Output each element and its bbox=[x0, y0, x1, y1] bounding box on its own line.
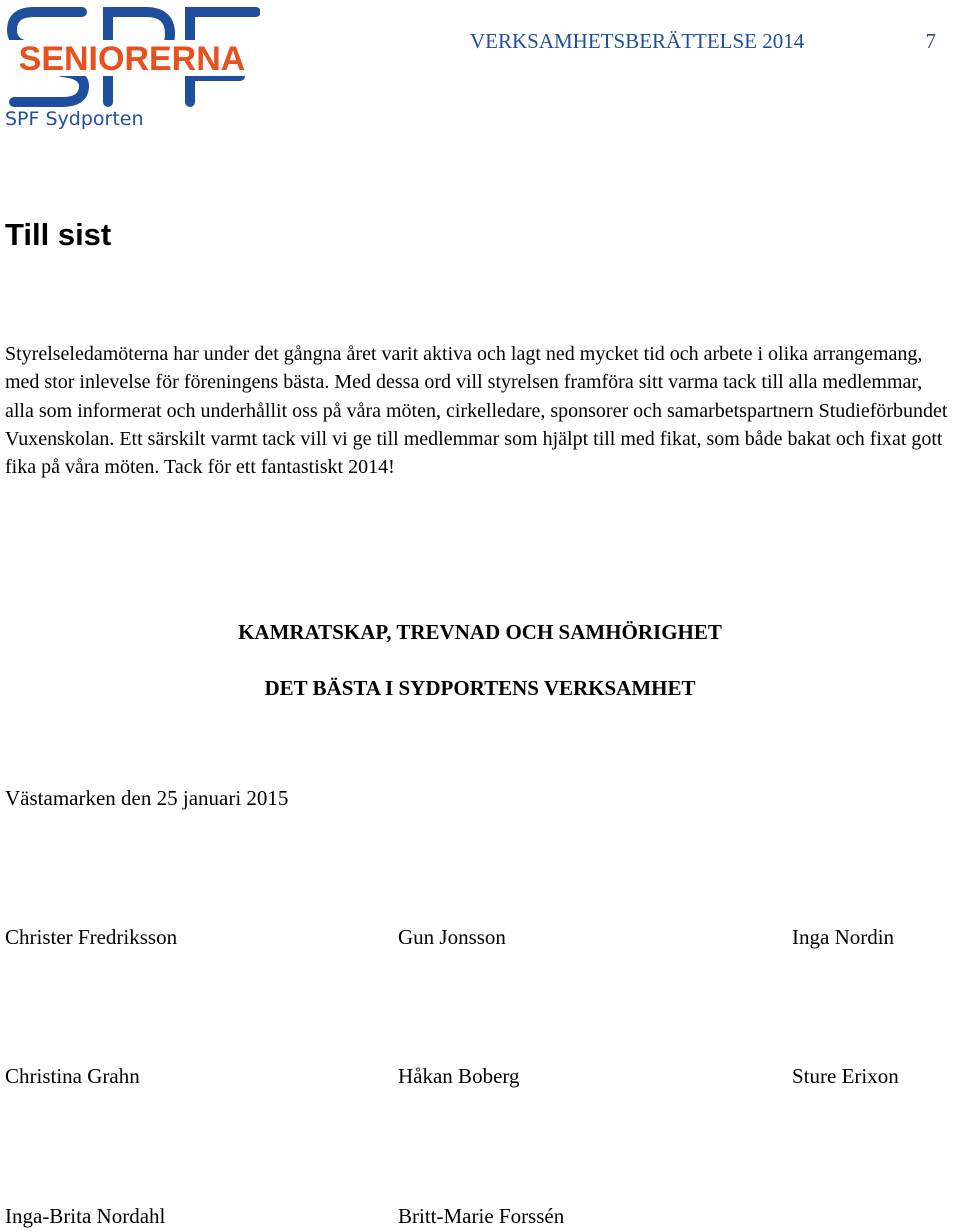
signature-name: Inga-Brita Nordahl bbox=[5, 1204, 166, 1228]
page-number: 7 bbox=[925, 29, 936, 53]
running-header bbox=[470, 29, 936, 54]
logo-seniorerna-text: SENIORERNA bbox=[18, 40, 246, 78]
document-title: VERKSAMHETSBERÄTTELSE 2014 bbox=[470, 29, 805, 53]
signature-name: Sture Erixon bbox=[792, 1064, 899, 1088]
signature-name: Gun Jonsson bbox=[398, 925, 506, 949]
signature-name: Christer Fredriksson bbox=[5, 925, 178, 949]
section-body: Styrelseledamöterna har under det gångna året varit aktiva och lagt ned mycket tid och arbete i olika arrangemang, med stor inlevelse för föreningens bästa. Med dessa ord vill styrelsen framföra sitt varma tack till alla medlemmar, alla som informerat och underhållit oss på våra möten, cirkelledare, sponsorer och samarbetspartnern Studieförbundet Vuxenskolan. Ett särskilt varmt tack vill vi ge till medlemmar som hjälpt till med fikat, som både bakat och fixat gott fika på våra möten. Tack för ett fantastiskt 2014! bbox=[5, 343, 948, 479]
signature-name: Håkan Boberg bbox=[398, 1064, 520, 1088]
place-and-date: Västamarken den 25 januari 2015 bbox=[5, 786, 289, 810]
motto-line-1: KAMRATSKAP, TREVNAD OCH SAMHÖRIGHET bbox=[238, 620, 722, 644]
signature-name: Britt-Marie Forssén bbox=[398, 1204, 565, 1228]
section-title: Till sist bbox=[5, 217, 112, 252]
signature-name: Inga Nordin bbox=[792, 925, 895, 949]
spf-seniorerna-logo bbox=[4, 2, 260, 108]
signature-name: Christina Grahn bbox=[5, 1064, 140, 1088]
motto-line-2: DET BÄSTA I SYDPORTENS VERKSAMHET bbox=[264, 676, 696, 700]
sub-brand: SPF Sydporten bbox=[5, 108, 144, 130]
spf-logo-graphic bbox=[4, 2, 260, 108]
